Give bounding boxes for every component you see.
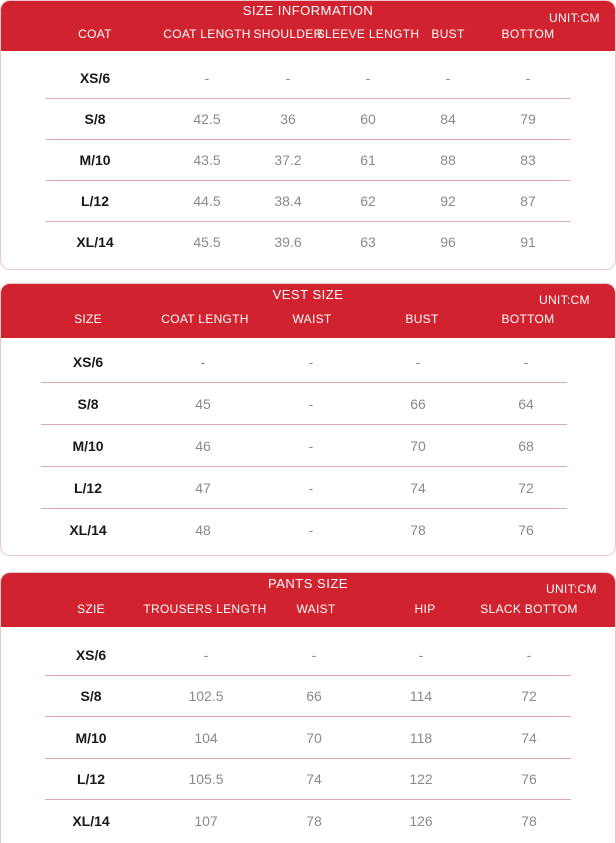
unit-label: UNIT:CM (549, 11, 600, 25)
value-cell: 45 (195, 396, 211, 412)
table-title: VEST SIZE (272, 287, 344, 302)
value-cell: 78 (306, 813, 322, 829)
value-cell: 107 (194, 813, 218, 829)
table-header (1, 573, 615, 627)
column-header: SHOULDER (253, 27, 323, 41)
value-cell: 72 (521, 688, 537, 704)
pants-size-table (0, 572, 616, 843)
value-cell: 48 (195, 522, 211, 538)
value-cell: 83 (520, 152, 536, 168)
size-cell: XL/14 (72, 813, 110, 829)
value-cell: 74 (410, 480, 426, 496)
value-cell: 78 (521, 813, 537, 829)
size-cell: L/12 (76, 771, 106, 787)
column-header: COAT LENGTH (161, 312, 249, 326)
table-row (46, 222, 570, 263)
value-cell: - (525, 70, 531, 86)
table-row (45, 759, 571, 800)
table-row (46, 140, 570, 181)
column-header: TROUSERS LENGTH (143, 602, 267, 616)
table-row (41, 510, 567, 551)
row-divider (45, 799, 571, 800)
value-cell: 88 (440, 152, 456, 168)
table-row (45, 801, 571, 842)
column-header: SLACK BOTTOM (480, 602, 578, 616)
table-row (41, 426, 567, 467)
value-cell: 126 (409, 813, 433, 829)
table-row (46, 181, 570, 222)
value-cell: 114 (409, 688, 433, 704)
unit-label: UNIT:CM (546, 582, 597, 596)
column-header: BOTTOM (501, 27, 555, 41)
size-cell: XS/6 (75, 647, 107, 663)
value-cell: 42.5 (193, 111, 221, 127)
size-information-table (0, 0, 616, 270)
value-cell: - (445, 70, 451, 86)
value-cell: 39.6 (274, 234, 302, 250)
value-cell: 122 (409, 771, 433, 787)
table-header (1, 1, 615, 51)
value-cell: - (308, 480, 314, 496)
table-row (45, 718, 571, 759)
table-row (45, 635, 571, 676)
column-header: COAT LENGTH (163, 27, 251, 41)
column-header: WAIST (296, 602, 336, 616)
size-cell: L/12 (80, 193, 110, 209)
table-row (41, 468, 567, 509)
value-cell: 76 (518, 522, 534, 538)
column-header: SIZE (74, 312, 102, 326)
column-header: HIP (414, 602, 436, 616)
table-header (1, 284, 615, 338)
size-cell: M/10 (75, 730, 107, 746)
unit-label: UNIT:CM (539, 293, 590, 307)
value-cell: - (523, 354, 529, 370)
size-cell: L/12 (73, 480, 103, 496)
value-cell: - (308, 396, 314, 412)
row-divider (41, 382, 567, 383)
value-cell: 44.5 (193, 193, 221, 209)
table-title: PANTS SIZE (268, 576, 348, 591)
value-cell: - (203, 647, 209, 663)
table-title: SIZE INFORMATION (242, 3, 374, 18)
value-cell: 70 (410, 438, 426, 454)
value-cell: - (200, 354, 206, 370)
value-cell: 61 (360, 152, 376, 168)
row-divider (41, 508, 567, 509)
value-cell: 87 (520, 193, 536, 209)
size-cell: XL/14 (76, 234, 114, 250)
size-cell: XS/6 (72, 354, 104, 370)
value-cell: 91 (520, 234, 536, 250)
value-cell: 74 (306, 771, 322, 787)
value-cell: - (308, 354, 314, 370)
value-cell: - (311, 647, 317, 663)
size-cell: XL/14 (69, 522, 107, 538)
table-row (46, 58, 570, 99)
value-cell: 46 (195, 438, 211, 454)
value-cell: - (204, 70, 210, 86)
table-row (41, 342, 567, 383)
value-cell: - (308, 438, 314, 454)
value-cell: 104 (194, 730, 218, 746)
value-cell: 102.5 (188, 688, 224, 704)
value-cell: - (308, 522, 314, 538)
table-row (46, 99, 570, 140)
column-header: SZIE (77, 602, 105, 616)
value-cell: - (526, 647, 532, 663)
value-cell: 37.2 (274, 152, 302, 168)
value-cell: - (415, 354, 421, 370)
value-cell: 38.4 (274, 193, 302, 209)
value-cell: 78 (410, 522, 426, 538)
value-cell: 84 (440, 111, 456, 127)
size-cell: XS/6 (79, 70, 111, 86)
column-header: BOTTOM (501, 312, 555, 326)
value-cell: - (418, 647, 424, 663)
value-cell: 60 (360, 111, 376, 127)
size-cell: M/10 (72, 438, 104, 454)
size-cell: S/8 (80, 688, 102, 704)
value-cell: 47 (195, 480, 211, 496)
value-cell: 64 (518, 396, 534, 412)
size-cell: M/10 (79, 152, 111, 168)
row-divider (41, 466, 567, 467)
value-cell: - (365, 70, 371, 86)
value-cell: 45.5 (193, 234, 221, 250)
value-cell: 79 (520, 111, 536, 127)
value-cell: 105.5 (188, 771, 224, 787)
value-cell: 62 (360, 193, 376, 209)
value-cell: 66 (410, 396, 426, 412)
value-cell: 66 (306, 688, 322, 704)
row-divider (45, 716, 571, 717)
row-divider (41, 424, 567, 425)
column-header: BUST (431, 27, 465, 41)
value-cell: 76 (521, 771, 537, 787)
size-cell: S/8 (84, 111, 106, 127)
table-row (45, 676, 571, 717)
column-header: BUST (405, 312, 439, 326)
value-cell: 118 (409, 730, 433, 746)
value-cell: 70 (306, 730, 322, 746)
column-header: WAIST (292, 312, 332, 326)
value-cell: 72 (518, 480, 534, 496)
column-header: SLEEVE LENGTH (316, 27, 420, 41)
table-row (41, 384, 567, 425)
value-cell: 36 (280, 111, 296, 127)
vest-size-table (0, 283, 616, 556)
value-cell: 92 (440, 193, 456, 209)
value-cell: 63 (360, 234, 376, 250)
value-cell: 74 (521, 730, 537, 746)
value-cell: - (285, 70, 291, 86)
column-header: COAT (78, 27, 112, 41)
value-cell: 68 (518, 438, 534, 454)
value-cell: 96 (440, 234, 456, 250)
size-cell: S/8 (77, 396, 99, 412)
value-cell: 43.5 (193, 152, 221, 168)
